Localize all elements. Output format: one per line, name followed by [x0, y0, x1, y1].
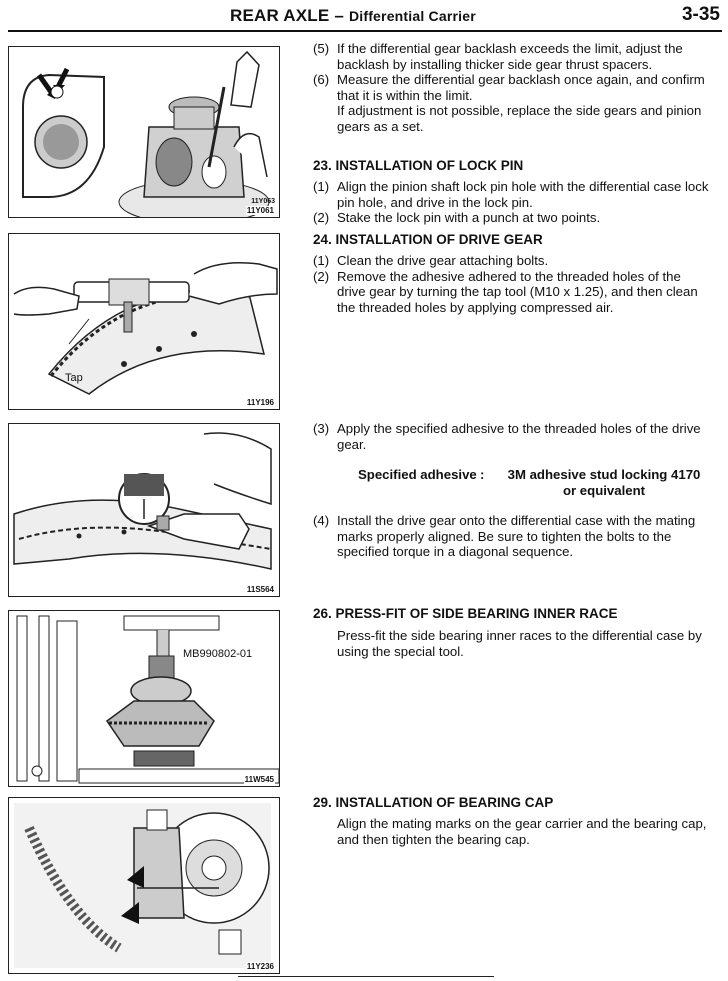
step-number: (3) [313, 421, 330, 436]
step-23-1 [313, 179, 713, 210]
step-number: (1) [313, 179, 330, 194]
figure-code-secondary: 11Y063 [251, 198, 275, 205]
step-number: (2) [313, 210, 330, 226]
section-23-heading: 23. INSTALLATION OF LOCK PIN [313, 158, 524, 173]
step-text: Remove the adhesive adhered to the threaded holes of the drive gear by turning the tap tool (M10 x 1.25), and then clean the threaded holes by applying compressed air. [337, 268, 698, 315]
step-24-2 [313, 269, 713, 316]
adhesive-illustration [9, 424, 279, 596]
section-26-heading: 26. PRESS-FIT OF SIDE BEARING INNER RACE [313, 606, 618, 621]
step-5 [313, 41, 713, 72]
section-23-steps [313, 179, 713, 226]
figure-code: 11S564 [246, 585, 274, 594]
step-text: Clean the drive gear attaching bolts. [337, 253, 549, 268]
step-text: If the differential gear backlash exceeds the limit, adjust the backlash by installing thicker side gear thrust spacers. [337, 41, 683, 72]
spec-colon: : [480, 467, 485, 482]
step-text: Stake the lock pin with a punch at two points. [337, 210, 601, 226]
section-29-heading: 29. INSTALLATION OF BEARING CAP [313, 795, 554, 810]
header-rule [8, 30, 722, 32]
figure-press-fit [8, 610, 280, 787]
callout-special-tool: MB990802-01 [183, 648, 253, 660]
section-24-steps-a [313, 253, 713, 315]
figure-adhesive [8, 423, 280, 597]
specified-adhesive [358, 467, 718, 498]
section-24-steps-c [313, 513, 713, 560]
step-number: (2) [313, 268, 330, 284]
step-24-1 [313, 253, 713, 269]
section-24-steps-b [313, 421, 713, 452]
step-6 [313, 72, 713, 103]
step-text: Align the pinion shaft lock pin hole with the differential case lock pin hole, and drive in the lock pin. [337, 179, 709, 210]
step-6-note: If adjustment is not possible, replace the side gears and pinion gears as a set. [337, 103, 702, 134]
section-29-text: Align the mating marks on the gear carrier and the bearing cap, and then tighten the bearing cap. [337, 816, 707, 847]
footer-rule [238, 976, 494, 977]
figure-lock-pin [8, 46, 280, 218]
spec-label: Specified adhesive [358, 467, 477, 482]
figure-code: 11Y196 [246, 398, 274, 407]
callout-tap: Tap [65, 372, 83, 384]
step-number: (1) [313, 253, 330, 268]
section-subtitle: Differential Carrier [348, 8, 476, 24]
figure-code: 11Y236 [246, 962, 274, 971]
figure-bearing-cap [8, 797, 280, 974]
title-dash: – [334, 6, 344, 25]
step-23-2 [313, 210, 713, 226]
step-text: Install the drive gear onto the differential case with the mating marks properly aligned. Be sure to tighten the bolts to the specified torque in a diagonal sequence. [337, 513, 696, 560]
section-24-heading: 24. INSTALLATION OF DRIVE GEAR [313, 232, 543, 247]
steps-top [313, 41, 713, 135]
press-fit-illustration [9, 611, 279, 786]
spec-value-2: or equivalent [562, 483, 646, 498]
step-text: Measure the differential gear backlash once again, and confirm that it is within the limit. [337, 72, 705, 103]
section-26-text: Press-fit the side bearing inner races to the differential case by using the special tool. [337, 628, 702, 659]
step-number: (5) [313, 41, 330, 56]
figure-code: 11W545 [244, 775, 274, 784]
header-title [230, 6, 476, 26]
section-title: REAR AXLE [230, 6, 330, 25]
step-24-4 [313, 513, 713, 560]
page-number: 3-35 [681, 4, 720, 25]
bearing-cap-illustration [9, 798, 279, 973]
step-text: Apply the specified adhesive to the threaded holes of the drive gear. [337, 421, 701, 452]
lock-pin-illustration [9, 47, 279, 217]
step-number: (4) [313, 513, 330, 528]
figure-tap-tool [8, 233, 280, 410]
step-number: (6) [313, 72, 330, 88]
page-header [0, 0, 728, 32]
figure-code: 11Y061 [246, 206, 274, 215]
spec-value-1: 3M adhesive stud locking 4170 [507, 467, 701, 482]
step-24-3 [313, 421, 713, 452]
tap-tool-illustration [9, 234, 279, 409]
